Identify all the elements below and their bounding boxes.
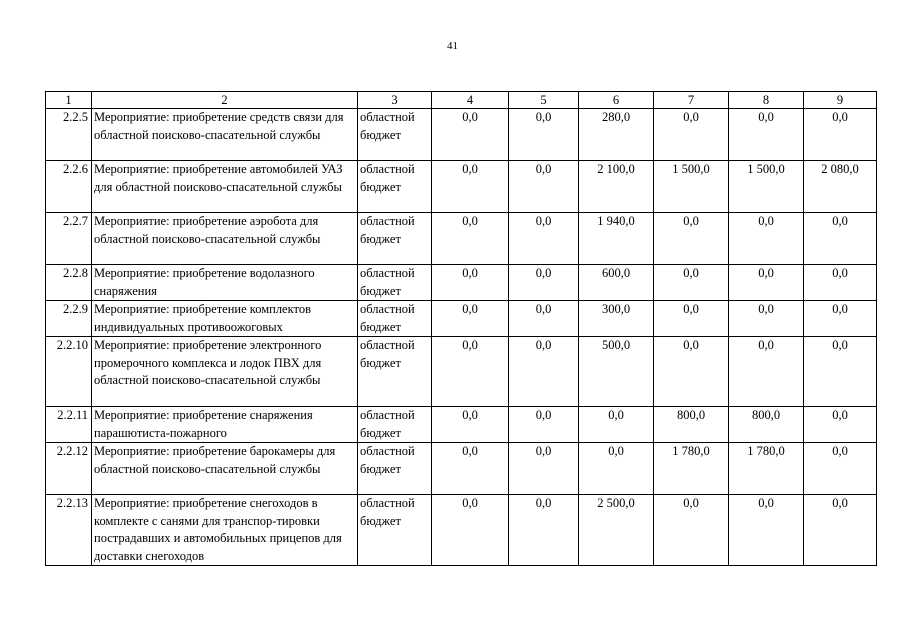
value-col-8: 0,0: [729, 109, 804, 161]
value-col-4: 0,0: [432, 443, 509, 495]
value-col-9: 0,0: [804, 495, 877, 566]
value-col-5: 0,0: [509, 109, 579, 161]
value-col-4: 0,0: [432, 301, 509, 337]
value-col-8: 0,0: [729, 337, 804, 407]
value-col-6: 500,0: [579, 337, 654, 407]
funding-source: областной бюджет: [358, 443, 432, 495]
header-cell-2: 2: [92, 92, 358, 109]
row-number: 2.2.8: [46, 265, 92, 301]
header-cell-4: 4: [432, 92, 509, 109]
header-cell-5: 5: [509, 92, 579, 109]
value-col-4: 0,0: [432, 337, 509, 407]
value-col-9: 0,0: [804, 443, 877, 495]
value-col-5: 0,0: [509, 337, 579, 407]
value-col-9: 0,0: [804, 337, 877, 407]
value-col-4: 0,0: [432, 213, 509, 265]
measure-name: Мероприятие: приобретение средств связи для областной поисково-спасательной службы: [92, 109, 358, 161]
row-number: 2.2.10: [46, 337, 92, 407]
table-body: [46, 109, 877, 566]
header-cell-1: 1: [46, 92, 92, 109]
table-row: [46, 495, 877, 566]
row-number: 2.2.13: [46, 495, 92, 566]
row-number: 2.2.6: [46, 161, 92, 213]
table-row: [46, 161, 877, 213]
value-col-7: 800,0: [654, 407, 729, 443]
value-col-8: 1 500,0: [729, 161, 804, 213]
value-col-6: 0,0: [579, 407, 654, 443]
value-col-5: 0,0: [509, 161, 579, 213]
value-col-5: 0,0: [509, 443, 579, 495]
funding-source: областной бюджет: [358, 337, 432, 407]
value-col-5: 0,0: [509, 213, 579, 265]
measure-name: Мероприятие: приобретение снаряжения парашютиста-пожарного: [92, 407, 358, 443]
value-col-9: 0,0: [804, 109, 877, 161]
funding-source: областной бюджет: [358, 265, 432, 301]
value-col-4: 0,0: [432, 161, 509, 213]
funding-source: областной бюджет: [358, 109, 432, 161]
header-cell-8: 8: [729, 92, 804, 109]
value-col-8: 1 780,0: [729, 443, 804, 495]
value-col-8: 0,0: [729, 213, 804, 265]
measure-name: Мероприятие: приобретение барокамеры для областной поисково-спасательной службы: [92, 443, 358, 495]
value-col-6: 2 100,0: [579, 161, 654, 213]
row-number: 2.2.5: [46, 109, 92, 161]
row-number: 2.2.9: [46, 301, 92, 337]
value-col-9: 0,0: [804, 213, 877, 265]
table-row: [46, 407, 877, 443]
measure-name: Мероприятие: приобретение автомобилей УАЗ для областной поисково-спасательной службы: [92, 161, 358, 213]
measure-name: Мероприятие: приобретение снегоходов в комплекте с санями для транспор-тировки пострадавших и автомобильных прицепов для доставки снегоходов: [92, 495, 358, 566]
value-col-6: 600,0: [579, 265, 654, 301]
row-number: 2.2.11: [46, 407, 92, 443]
value-col-5: 0,0: [509, 265, 579, 301]
value-col-4: 0,0: [432, 265, 509, 301]
table-row: [46, 301, 877, 337]
table-row: [46, 337, 877, 407]
value-col-6: 300,0: [579, 301, 654, 337]
value-col-4: 0,0: [432, 495, 509, 566]
value-col-6: 1 940,0: [579, 213, 654, 265]
value-col-6: 0,0: [579, 443, 654, 495]
row-number: 2.2.12: [46, 443, 92, 495]
value-col-5: 0,0: [509, 301, 579, 337]
table-row: [46, 213, 877, 265]
value-col-9: 0,0: [804, 265, 877, 301]
value-col-5: 0,0: [509, 495, 579, 566]
value-col-7: 0,0: [654, 337, 729, 407]
value-col-4: 0,0: [432, 407, 509, 443]
row-number: 2.2.7: [46, 213, 92, 265]
value-col-7: 1 780,0: [654, 443, 729, 495]
funding-source: областной бюджет: [358, 301, 432, 337]
measure-name: Мероприятие: приобретение электронного промерочного комплекса и лодок ПВХ для областной поисково-спасательной службы: [92, 337, 358, 407]
value-col-8: 800,0: [729, 407, 804, 443]
table-row: [46, 265, 877, 301]
funding-source: областной бюджет: [358, 161, 432, 213]
value-col-7: 0,0: [654, 265, 729, 301]
table-row: [46, 109, 877, 161]
value-col-7: 0,0: [654, 213, 729, 265]
funding-source: областной бюджет: [358, 407, 432, 443]
header-cell-3: 3: [358, 92, 432, 109]
value-col-4: 0,0: [432, 109, 509, 161]
value-col-6: 2 500,0: [579, 495, 654, 566]
value-col-7: 1 500,0: [654, 161, 729, 213]
value-col-5: 0,0: [509, 407, 579, 443]
value-col-9: 0,0: [804, 301, 877, 337]
measure-name: Мероприятие: приобретение аэробота для областной поисково-спасательной службы: [92, 213, 358, 265]
value-col-8: 0,0: [729, 265, 804, 301]
header-cell-6: 6: [579, 92, 654, 109]
value-col-8: 0,0: [729, 495, 804, 566]
value-col-8: 0,0: [729, 301, 804, 337]
value-col-7: 0,0: [654, 495, 729, 566]
measure-name: Мероприятие: приобретение комплектов индивидуальных противоожоговых: [92, 301, 358, 337]
value-col-7: 0,0: [654, 301, 729, 337]
funding-source: областной бюджет: [358, 495, 432, 566]
value-col-9: 2 080,0: [804, 161, 877, 213]
header-row: [46, 92, 877, 109]
budget-table: [45, 91, 877, 566]
header-cell-7: 7: [654, 92, 729, 109]
page-number: 41: [447, 40, 458, 52]
value-col-9: 0,0: [804, 407, 877, 443]
funding-source: областной бюджет: [358, 213, 432, 265]
value-col-6: 280,0: [579, 109, 654, 161]
value-col-7: 0,0: [654, 109, 729, 161]
table-row: [46, 443, 877, 495]
measure-name: Мероприятие: приобретение водолазного снаряжения: [92, 265, 358, 301]
table-header: [46, 92, 877, 109]
header-cell-9: 9: [804, 92, 877, 109]
